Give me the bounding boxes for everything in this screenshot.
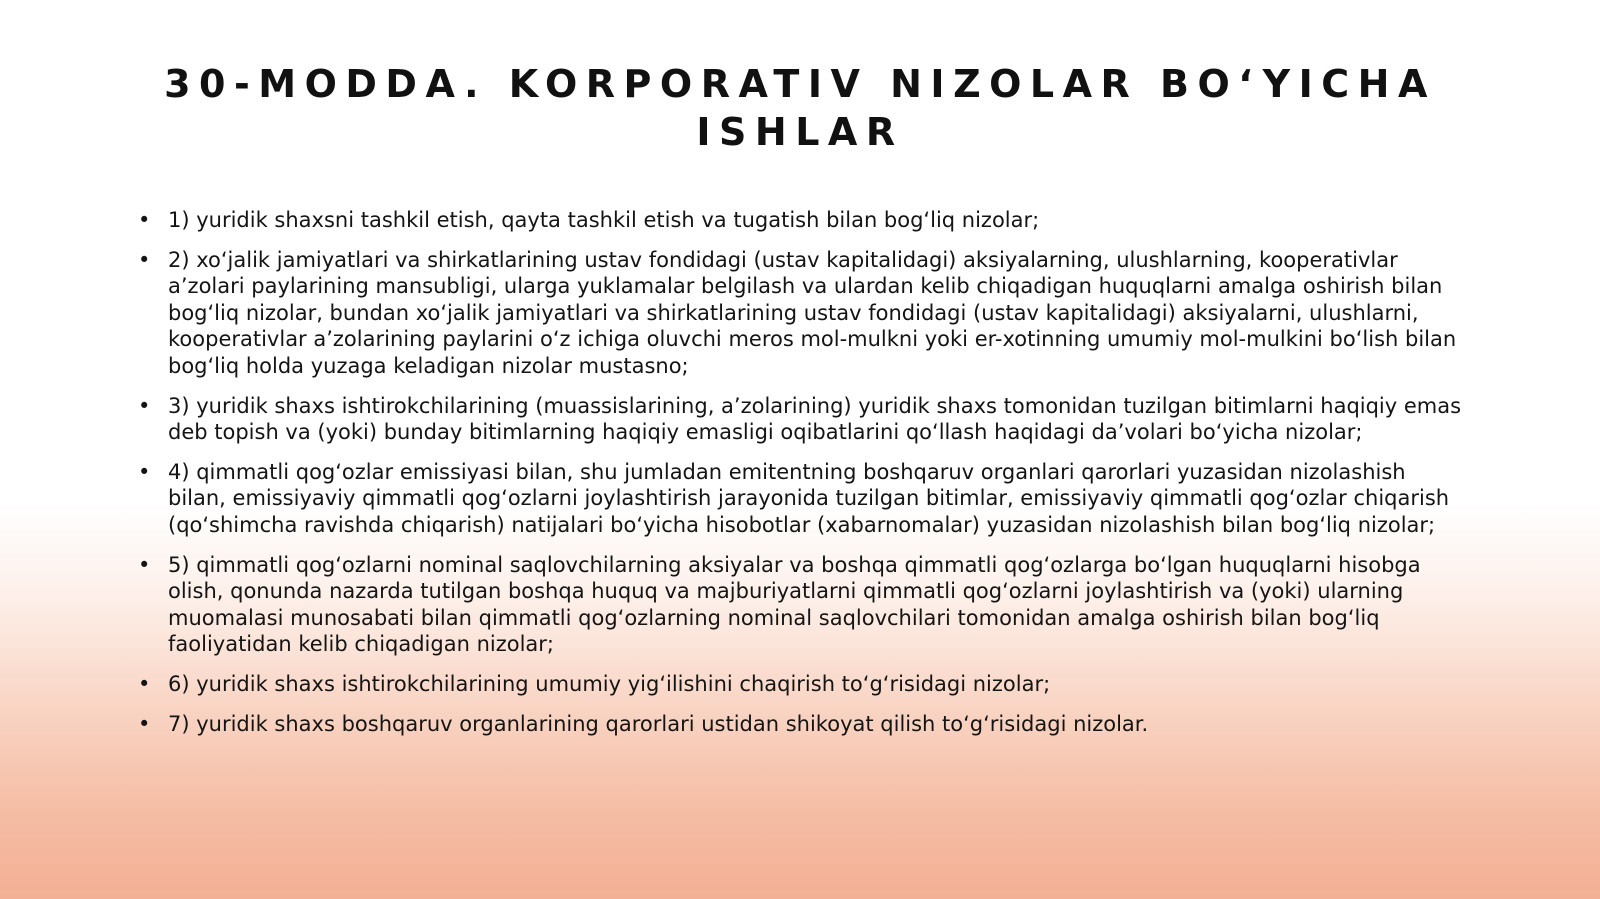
list-item-text: 1) yuridik shaxsni tashkil etish, qayta tashkil etish va tugatish bilan bog‘liq nizolar; xyxy=(168,208,1040,232)
list-item xyxy=(138,393,1468,446)
list-item xyxy=(138,671,1468,698)
list-item xyxy=(138,459,1468,539)
bullet-icon: • xyxy=(138,671,151,696)
bullet-icon: • xyxy=(138,393,151,418)
bullet-icon: • xyxy=(138,459,151,484)
list-item-text: 5) qimmatli qog‘ozlarni nominal saqlovchilarning aksiyalar va boshqa qimmatli qog‘ozlarga bo‘lgan huquqlarni hisobga olish, qonunda nazarda tutilgan boshqa huquq va majburiyatlarni qimmatli qog‘ozlarni joylashtirish va (yoki) ularning muomalasi munosabati bilan qimmatli qog‘ozlarning nominal saqlovchilari tomonidan amalga oshirish bilan bog‘liq faoliyatidan kelib chiqadigan nizolar; xyxy=(168,552,1421,657)
list-item-text: 2) xo‘jalik jamiyatlari va shirkatlarining ustav fondidagi (ustav kapitalidagi) aksiyalarning, ulushlarning, kooperativlar a’zolari paylarining mansubligi, ularga yuklamalar belgilash va ulardan kelib chiqadigan huquqlarni amalga oshirish bilan bog‘liq nizolar, bundan xo‘jalik jamiyatlari va shirkatlarining ustav fondidagi (ustav kapitalidagi) aksiyalarni, ulushlarni, kooperativlar a’zolarining paylarini o‘z ichiga oluvchi meros mol-mulkni yoki er-xotinning umumiy mol-mulkini bo‘lish bilan bog‘liq holda yuzaga keladigan nizolar mustasno; xyxy=(168,247,1457,378)
article-items-list xyxy=(138,207,1468,750)
bullet-icon: • xyxy=(138,552,151,577)
list-item-text: 7) yuridik shaxs boshqaruv organlarining qarorlari ustidan shikoyat qilish to‘g‘risidagi nizolar. xyxy=(168,711,1149,736)
bullet-icon: • xyxy=(138,247,151,272)
bullet-icon: • xyxy=(138,208,151,232)
slide-title: 30-MODDA. KORPORATIV NIZOLAR BO‘YICHA ISHLAR xyxy=(164,62,1436,154)
list-item xyxy=(138,711,1468,738)
list-item-text: 3) yuridik shaxs ishtirokchilarining (muassislarining, a’zolarining) yuridik shaxs tomonidan tuzilgan bitimlarni haqiqiy emas deb topish va (yoki) bunday bitimlarning haqiqiy emasligi oqibatlarini qo‘llash haqidagi da’volari bo‘yicha nizolar; xyxy=(168,393,1462,445)
list-item xyxy=(138,207,1468,234)
list-item-text: 6) yuridik shaxs ishtirokchilarining umumiy yig‘ilishini chaqirish to‘g‘risidagi nizolar; xyxy=(168,671,1051,696)
list-item-text: 4) qimmatli qog‘ozlar emissiyasi bilan, shu jumladan emitentning boshqaruv organlari qarorlari yuzasidan nizolashish bilan, emissiyaviy qimmatli qog‘ozlarni joylashtirish jarayonida tuzilgan bitimlar, emissiyaviy qimmatli qog‘ozlar chiqarish (qo‘shimcha ravishda chiqarish) natijalari bo‘yicha hisobotlar (xabarnomalar) yuzasidan nizolashish bilan bog‘liq nizolar; xyxy=(168,459,1450,537)
list-item xyxy=(138,247,1468,380)
list-item xyxy=(138,552,1468,658)
bullet-icon: • xyxy=(138,711,151,736)
